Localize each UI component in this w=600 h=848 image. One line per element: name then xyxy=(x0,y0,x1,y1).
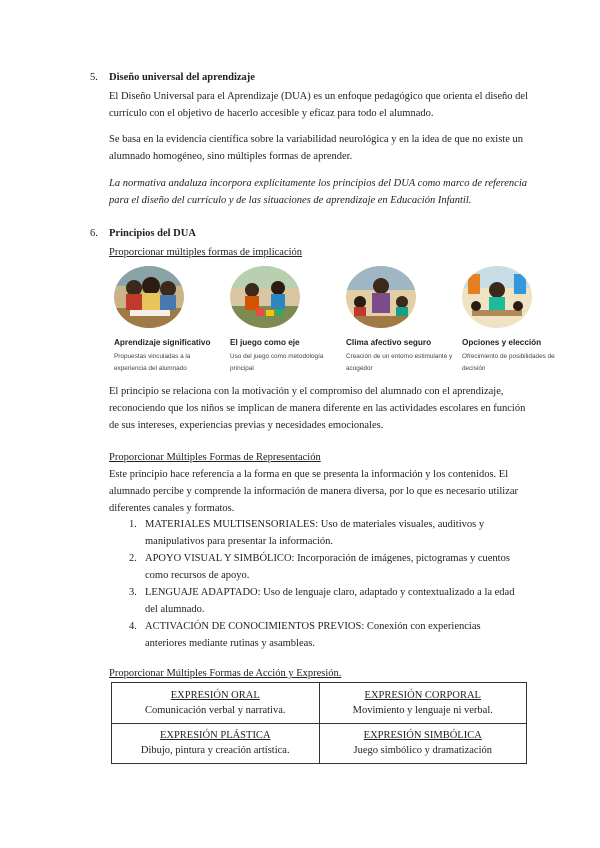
section-5-number: 5. xyxy=(90,72,98,83)
cell-desc-simbolica: Juego simbólico y dramatización xyxy=(353,745,492,757)
list-item-1: MATERIALES MULTISENSORIALES: Uso de materiales visuales, auditivos y manipulativos para presentar la información. xyxy=(145,519,485,547)
table-cell-corporal xyxy=(319,683,527,724)
card-title-3: Clima afectivo seguro xyxy=(346,338,432,347)
list-item-2-number: 2. xyxy=(129,553,137,564)
subheading-accion-expresion: Proporcionar Múltiples Formas de Acción y Expresión. xyxy=(109,668,342,679)
section-5-title: Diseño universal del aprendizaje xyxy=(109,72,255,83)
card-image-4 xyxy=(462,266,532,328)
table-cell-oral xyxy=(112,683,320,724)
section-6-number: 6. xyxy=(90,228,98,239)
expression-table xyxy=(111,682,527,764)
list-item-3-number: 3. xyxy=(129,587,137,598)
list-item-1-number: 1. xyxy=(129,519,137,530)
table-cell-simbolica xyxy=(319,723,527,764)
table-cell-plastica xyxy=(112,723,320,764)
cell-title-plastica: EXPRESIÓN PLÁSTICA xyxy=(159,730,271,742)
list-item-4-number: 4. xyxy=(129,621,137,632)
card-image-1 xyxy=(114,266,184,328)
card-image-2 xyxy=(230,266,300,328)
card-desc-3: Creación de un entorno estimulante y acogedor xyxy=(346,353,453,372)
section-5-paragraph-3: La normativa andaluza incorpora explícitamente los principios del DUA como marco de referencia para el diseño del currículo y de las situaciones de aprendizaje en Educación Infantil. xyxy=(109,178,527,206)
implicacion-paragraph: El principio se relaciona con la motivación y el compromiso del alumnado con el aprendizaje, reconociendo que los niños se implican de manera diferente en las actividades escolares en función de sus intereses, experiencias previas y necesidades emocionales. xyxy=(109,386,526,431)
cell-desc-oral: Comunicación verbal y narrativa. xyxy=(144,704,286,716)
card-desc-4: Ofrecimiento de posibilidades de decisión xyxy=(462,353,555,372)
subheading-implicacion: Proporcionar múltiples formas de implicación xyxy=(109,247,303,258)
list-item-4: ACTIVACIÓN DE CONOCIMIENTOS PREVIOS: Conexión con experiencias anteriores mediante rutinas y asambleas. xyxy=(145,621,481,649)
card-desc-2: Uso del juego como metodología principal xyxy=(230,353,324,372)
representacion-paragraph: Este principio hace referencia a la forma en que se presenta la información y los contenidos. El alumnado percibe y comprende la información de manera diversa, por lo que es necesario utilizar diferentes canales y formatos. xyxy=(109,469,519,514)
section-6-title: Principios del DUA xyxy=(109,228,196,239)
cell-desc-plastica: Dibujo, pintura y creación artística. xyxy=(140,745,290,757)
cell-title-simbolica: EXPRESIÓN SIMBÓLICA xyxy=(363,730,482,742)
card-desc-1: Propuestas vinculadas a la experiencia del alumnado xyxy=(114,353,191,372)
cell-title-oral: EXPRESIÓN ORAL xyxy=(170,689,260,701)
card-title-1: Aprendizaje significativo xyxy=(114,338,211,347)
card-title-4: Opciones y elección xyxy=(462,338,542,347)
card-title-2: El juego como eje xyxy=(230,338,300,347)
section-5-paragraph-2: Se basa en la evidencia científica sobre la variabilidad neurológica y en la idea de que no existe un alumnado homogéneo, sino múltiples formas de aprender. xyxy=(109,134,523,162)
list-item-2: APOYO VISUAL Y SIMBÓLICO: Incorporación de imágenes, pictogramas y cuentos como recursos de apoyo. xyxy=(145,553,510,581)
subheading-representacion: Proporcionar Múltiples Formas de Representación xyxy=(109,452,321,463)
cell-title-corporal: EXPRESIÓN CORPORAL xyxy=(364,689,481,701)
cell-desc-corporal: Movimiento y lenguaje ni verbal. xyxy=(352,704,493,716)
card-image-3 xyxy=(346,266,416,328)
list-item-3: LENGUAJE ADAPTADO: Uso de lenguaje claro, adaptado y contextualizado a la edad del alumnado. xyxy=(145,587,515,615)
section-5-paragraph-1: El Diseño Universal para el Aprendizaje (DUA) es un enfoque pedagógico que orienta el diseño del currículo con el objetivo de hacerlo accesible y eficaz para todo el alumnado. xyxy=(109,91,528,119)
